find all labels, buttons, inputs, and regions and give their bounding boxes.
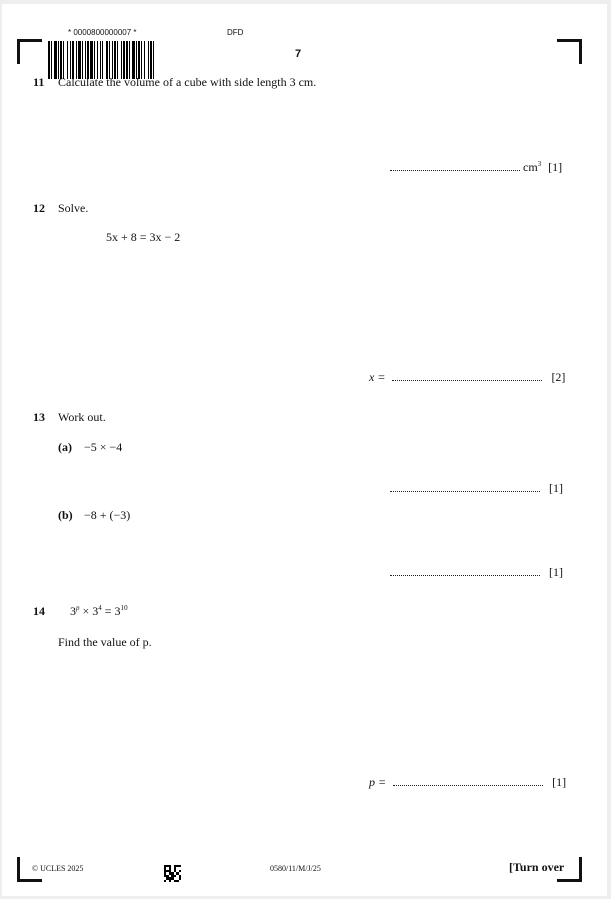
corner-mark-top-right	[557, 39, 582, 64]
page-number: 7	[295, 48, 302, 60]
answer-dotted-line	[392, 370, 542, 381]
qr-cell	[179, 880, 181, 882]
turn-over-label: [Turn over	[509, 860, 565, 874]
answer-dotted-line	[390, 565, 540, 576]
question-13b-label: (b)	[58, 508, 73, 522]
answer-label: x =	[369, 370, 386, 384]
answer-unit-power: 3	[537, 160, 542, 168]
question-13a-label: (a)	[58, 440, 72, 454]
question-14-answer-line	[369, 775, 566, 790]
qr-code-image	[164, 865, 181, 882]
barcode-text: * 0000800000007 *	[68, 28, 137, 37]
question-14-equation	[70, 604, 128, 619]
answer-dotted-line	[390, 481, 540, 492]
question-number-11: 11	[33, 75, 45, 89]
equation-exponent-4: 4	[98, 604, 102, 612]
barcode-image	[48, 41, 247, 79]
barcode-bar	[154, 41, 156, 79]
equation-base: 3	[70, 604, 76, 618]
paper-code: 0580/11/M/J/25	[270, 864, 321, 873]
question-13-text: Work out.	[58, 410, 106, 424]
answer-label: p =	[369, 775, 387, 789]
dfd-label: DFD	[227, 28, 244, 37]
marks-label: [1]	[552, 775, 567, 789]
copyright-text: © UCLES 2025	[32, 864, 84, 873]
corner-mark-top-left	[17, 39, 42, 64]
equation-exponent-10: 10	[120, 604, 128, 612]
question-number-14: 14	[33, 604, 45, 618]
marks-label: [1]	[549, 481, 563, 495]
question-14-text: Find the value of p.	[58, 635, 152, 649]
question-12-answer-line	[369, 370, 565, 385]
equation-times: × 3	[82, 604, 99, 618]
question-13b-expression: −8 + (−3)	[84, 508, 131, 522]
question-11-text: Calculate the volume of a cube with side length 3 cm.	[58, 75, 317, 89]
question-13a-answer-line	[390, 481, 563, 496]
answer-dotted-line	[393, 775, 543, 786]
question-11-answer-line	[390, 160, 562, 175]
marks-label: [1]	[548, 160, 563, 174]
equation-equals: = 3	[104, 604, 121, 618]
question-12-equation: 5x + 8 = 3x − 2	[106, 230, 181, 244]
question-number-13: 13	[33, 410, 45, 424]
marks-label: [2]	[551, 370, 566, 384]
answer-unit: cm	[523, 160, 538, 174]
answer-dotted-line	[390, 160, 520, 171]
question-number-12: 12	[33, 201, 45, 215]
question-13a-expression: −5 × −4	[84, 440, 123, 454]
equation-exponent-p: p	[76, 604, 80, 612]
question-12-text: Solve.	[58, 201, 89, 215]
marks-label: [1]	[549, 565, 563, 579]
exam-page	[2, 4, 607, 896]
question-13b-answer-line	[390, 565, 563, 580]
